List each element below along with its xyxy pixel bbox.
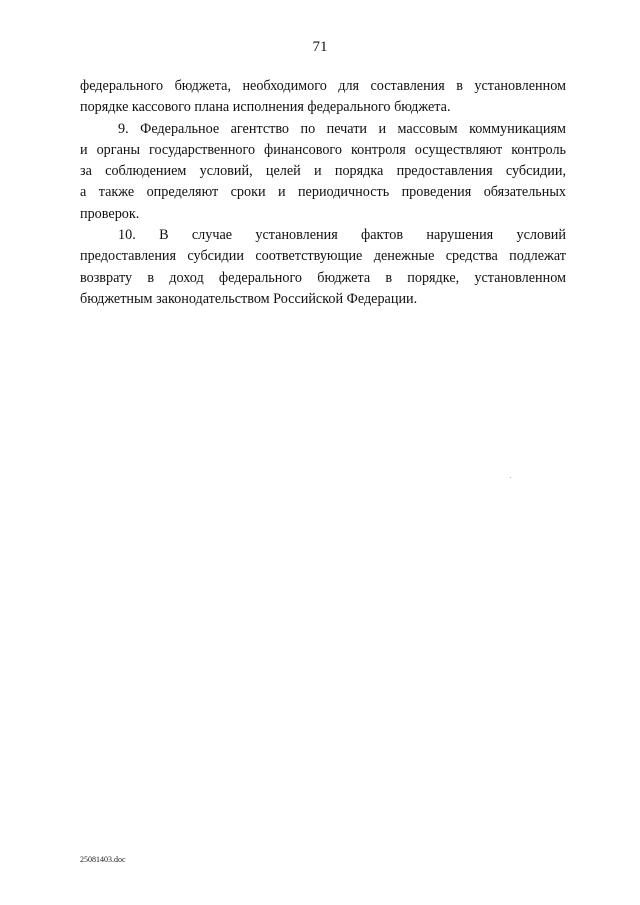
document-body <box>80 76 566 310</box>
page-number: 71 <box>312 39 328 55</box>
text-line: и органы государственного финансового контроля осуществляют контроль <box>80 141 566 158</box>
scan-speck <box>510 477 511 478</box>
text-line: 10. В случае установления фактов нарушения условий <box>118 227 566 244</box>
text-line: федерального бюджета, необходимого для составления в установленном <box>80 78 566 94</box>
text-line: 9. Федеральное агентство по печати и массовым коммуникациям <box>118 120 566 137</box>
paragraph-10-violations <box>80 225 566 310</box>
text-line: а также определяют сроки и периодичность проведения обязательных <box>80 184 566 201</box>
paragraph-9-control <box>80 119 566 225</box>
paragraph-budget-continuation <box>80 76 566 119</box>
text-line: возврату в доход федерального бюджета в порядке, установленном <box>80 269 566 286</box>
text-line: порядке кассового плана исполнения федерального бюджета. <box>80 99 451 116</box>
document-file-code: 25081403.doc <box>80 855 126 864</box>
text-line: проверок. <box>80 205 140 222</box>
text-line: за соблюдением условий, целей и порядка предоставления субсидии, <box>80 163 566 180</box>
text-line: бюджетным законодательством Российской Федерации. <box>80 290 418 307</box>
text-line: предоставления субсидии соответствующие денежные средства подлежат <box>80 248 566 265</box>
